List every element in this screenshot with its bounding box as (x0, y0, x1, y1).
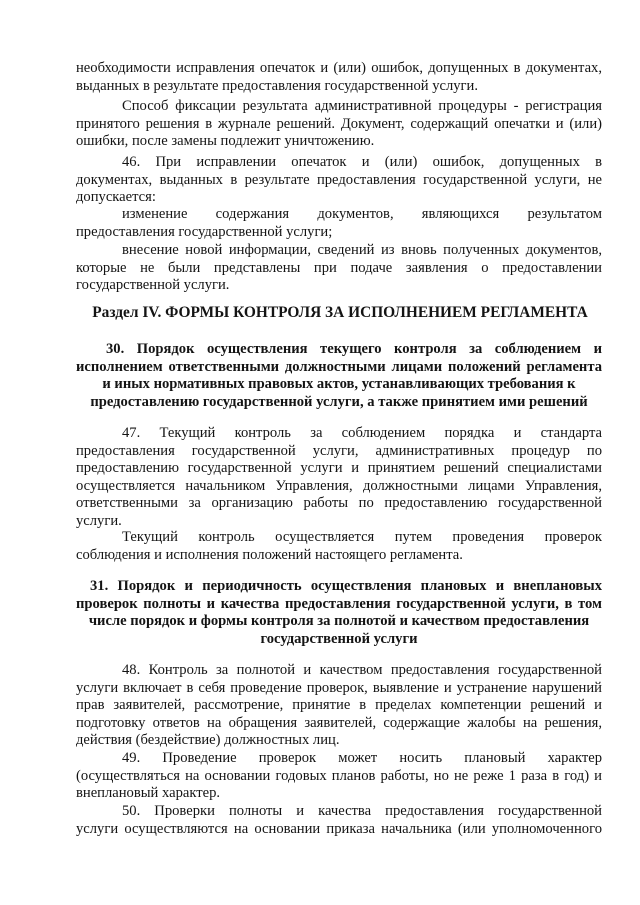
paragraph-new-info (76, 242, 602, 295)
paragraph-intro (76, 60, 602, 95)
text-line: услуги включает в себя проведение проверок, выявление и устранение нарушений (76, 679, 602, 696)
text-line: документах, выданных в результате предоставления государственной услуги, не (76, 171, 602, 188)
paragraph-50 (76, 803, 602, 838)
heading-line: государственной услуги (260, 630, 418, 647)
text-line: выданных в результате предоставления государственной услуги. (76, 77, 478, 94)
heading-line: 31. Порядок и периодичность осуществления плановых и внеплановых (90, 578, 602, 594)
paragraph-46 (76, 154, 602, 207)
text-line: услуги. (76, 512, 122, 529)
text-line: допускается: (76, 189, 156, 206)
text-line: 50. Проверки полноты и качества предоставления государственной (122, 803, 602, 819)
text-line: принятого решения в журнале решений. Документ, содержащий опечатки и (или) (76, 115, 602, 132)
heading-line: проверок полноты и качества предоставления государственной услуги, в том (76, 595, 602, 612)
heading-line: и иных нормативных правовых актов, устанавливающих требования к (102, 376, 576, 393)
text-line: ответственными за организацию работы по предоставлению государственной (76, 495, 602, 512)
heading-line: 30. Порядок осуществления текущего контроля за соблюдением и (106, 341, 602, 357)
text-line: Способ фиксации результата административной процедуры - регистрация (122, 98, 602, 114)
text-line: государственной услуги. (76, 277, 230, 294)
text-line: прав заявителей, рассмотрение, принятие в пределах компетенции решений и (76, 697, 602, 714)
paragraph-49 (76, 750, 602, 803)
text-line: соблюдения и исполнения положений настоящего регламента. (76, 546, 463, 563)
text-line: ошибки, после замены подлежит уничтожению. (76, 133, 375, 150)
paragraph-48 (76, 662, 602, 750)
section-heading (60, 304, 620, 322)
paragraph-fixation (76, 98, 602, 151)
text-line: внеплановый характер. (76, 785, 221, 802)
text-line: подготовку ответов на обращения заявителей, содержащие жалобы на решения, (76, 714, 602, 731)
heading-30 (76, 341, 602, 411)
text-line: (осуществляться на основании годовых планов работы, но не реже 1 раза в год) и (76, 767, 602, 784)
text-line: предоставлению государственной услуги и принятием решений специалистами (76, 460, 602, 477)
text-line: предоставления государственной услуги, административных процедур по (76, 442, 602, 459)
text-line: осуществляется начальником Управления, должностными лицами Управления, (76, 477, 602, 494)
text-line: 48. Контроль за полнотой и качеством предоставления государственной (122, 662, 602, 678)
heading-line: числе порядок и формы контроля за полнотой и качеством предоставления (88, 613, 590, 630)
text-line: 49. Проведение проверок может носить плановый характер (122, 750, 602, 766)
section-title: Раздел IV. ФОРМЫ КОНТРОЛЯ ЗА ИСПОЛНЕНИЕМ РЕГЛАМЕНТА (92, 304, 588, 321)
text-line: услуги осуществляются на основании приказа начальника (или уполномоченного (76, 820, 602, 837)
paragraph-change (76, 206, 602, 241)
paragraph-current-control (76, 529, 602, 564)
text-line: которые не были представлены при подаче заявления о предоставлении (76, 259, 602, 276)
text-line: действия (бездействие) должностных лиц. (76, 732, 340, 749)
text-line: внесение новой информации, сведений из вновь полученных документов, (122, 242, 602, 258)
heading-31 (76, 578, 602, 648)
text-line: 47. Текущий контроль за соблюдением порядка и стандарта (122, 425, 602, 441)
text-line: изменение содержания документов, являющихся результатом (122, 206, 602, 222)
paragraph-47 (76, 425, 602, 531)
text-line: Текущий контроль осуществляется путем проведения проверок (122, 529, 602, 545)
heading-line: исполнением ответственными должностными лицами положений регламента (76, 358, 602, 375)
text-line: необходимости исправления опечаток и (или) ошибок, допущенных в документах, (76, 60, 602, 76)
heading-line: предоставлению государственной услуги, а также принятием ими решений (90, 393, 588, 410)
text-line: 46. При исправлении опечаток и (или) ошибок, допущенных в (122, 154, 602, 170)
text-line: предоставления государственной услуги; (76, 223, 333, 240)
